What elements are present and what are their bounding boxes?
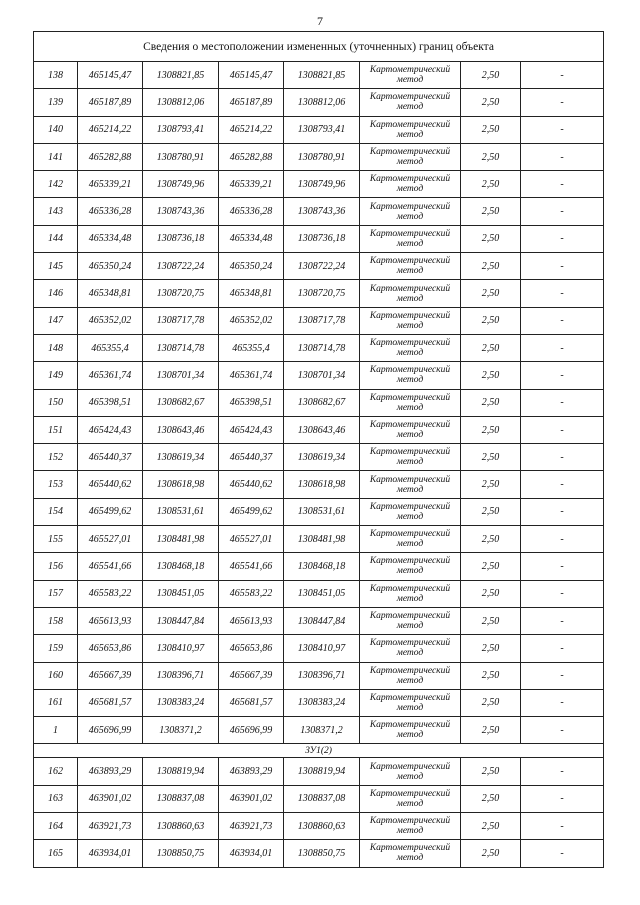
existing-x-cell: 465424,43 bbox=[78, 416, 143, 443]
note-cell: - bbox=[521, 471, 604, 498]
accuracy-cell: 2,50 bbox=[461, 62, 521, 89]
refined-y-cell: 1308793,41 bbox=[284, 116, 360, 143]
accuracy-cell: 2,50 bbox=[461, 389, 521, 416]
method-cell: Картометрический метод bbox=[360, 171, 461, 198]
refined-y-cell: 1308468,18 bbox=[284, 553, 360, 580]
existing-y-cell: 1308643,46 bbox=[143, 416, 219, 443]
refined-x-cell: 465398,51 bbox=[219, 389, 284, 416]
point-number-cell: 151 bbox=[34, 416, 78, 443]
table-row bbox=[34, 89, 604, 116]
refined-x-cell: 465352,02 bbox=[219, 307, 284, 334]
accuracy-cell: 2,50 bbox=[461, 116, 521, 143]
method-cell: Картометрический метод bbox=[360, 580, 461, 607]
method-cell: Картометрический метод bbox=[360, 143, 461, 170]
existing-x-cell: 465440,62 bbox=[78, 471, 143, 498]
point-number-cell: 145 bbox=[34, 253, 78, 280]
table-row bbox=[34, 717, 604, 744]
accuracy-cell: 2,50 bbox=[461, 253, 521, 280]
point-number-cell: 156 bbox=[34, 553, 78, 580]
refined-y-cell: 1308749,96 bbox=[284, 171, 360, 198]
existing-x-cell: 465653,86 bbox=[78, 635, 143, 662]
refined-x-cell: 465336,28 bbox=[219, 198, 284, 225]
refined-x-cell: 463901,02 bbox=[219, 785, 284, 812]
existing-x-cell: 465398,51 bbox=[78, 389, 143, 416]
table-row bbox=[34, 225, 604, 252]
boundary-coordinates-table bbox=[33, 31, 604, 868]
existing-x-cell: 465541,66 bbox=[78, 553, 143, 580]
refined-y-cell: 1308722,24 bbox=[284, 253, 360, 280]
table-row bbox=[34, 689, 604, 716]
method-cell: Картометрический метод bbox=[360, 334, 461, 361]
table-row bbox=[34, 758, 604, 785]
existing-y-cell: 1308793,41 bbox=[143, 116, 219, 143]
refined-y-cell: 1308812,06 bbox=[284, 89, 360, 116]
table-row bbox=[34, 553, 604, 580]
refined-y-cell: 1308736,18 bbox=[284, 225, 360, 252]
method-cell: Картометрический метод bbox=[360, 307, 461, 334]
note-cell: - bbox=[521, 171, 604, 198]
note-cell: - bbox=[521, 89, 604, 116]
method-cell: Картометрический метод bbox=[360, 635, 461, 662]
existing-y-cell: 1308780,91 bbox=[143, 143, 219, 170]
refined-x-cell: 463921,73 bbox=[219, 813, 284, 840]
refined-x-cell: 465527,01 bbox=[219, 526, 284, 553]
accuracy-cell: 2,50 bbox=[461, 689, 521, 716]
note-cell: - bbox=[521, 717, 604, 744]
refined-y-cell: 1308682,67 bbox=[284, 389, 360, 416]
existing-x-cell: 465187,89 bbox=[78, 89, 143, 116]
point-number-cell: 160 bbox=[34, 662, 78, 689]
existing-x-cell: 465613,93 bbox=[78, 607, 143, 634]
existing-x-cell: 463921,73 bbox=[78, 813, 143, 840]
existing-x-cell: 465527,01 bbox=[78, 526, 143, 553]
accuracy-cell: 2,50 bbox=[461, 280, 521, 307]
existing-x-cell: 465583,22 bbox=[78, 580, 143, 607]
accuracy-cell: 2,50 bbox=[461, 813, 521, 840]
table-row bbox=[34, 840, 604, 867]
existing-y-cell: 1308749,96 bbox=[143, 171, 219, 198]
refined-x-cell: 465696,99 bbox=[219, 717, 284, 744]
method-cell: Картометрический метод bbox=[360, 198, 461, 225]
method-cell: Картометрический метод bbox=[360, 689, 461, 716]
refined-x-cell: 465613,93 bbox=[219, 607, 284, 634]
refined-x-cell: 465440,37 bbox=[219, 444, 284, 471]
refined-y-cell: 1308720,75 bbox=[284, 280, 360, 307]
accuracy-cell: 2,50 bbox=[461, 171, 521, 198]
accuracy-cell: 2,50 bbox=[461, 471, 521, 498]
table-row bbox=[34, 580, 604, 607]
existing-y-cell: 1308837,08 bbox=[143, 785, 219, 812]
accuracy-cell: 2,50 bbox=[461, 607, 521, 634]
table-row bbox=[34, 498, 604, 525]
point-number-cell: 150 bbox=[34, 389, 78, 416]
accuracy-cell: 2,50 bbox=[461, 498, 521, 525]
existing-y-cell: 1308531,61 bbox=[143, 498, 219, 525]
point-number-cell: 1 bbox=[34, 717, 78, 744]
refined-x-cell: 465355,4 bbox=[219, 334, 284, 361]
existing-y-cell: 1308618,98 bbox=[143, 471, 219, 498]
point-number-cell: 158 bbox=[34, 607, 78, 634]
method-cell: Картометрический метод bbox=[360, 444, 461, 471]
accuracy-cell: 2,50 bbox=[461, 225, 521, 252]
method-cell: Картометрический метод bbox=[360, 280, 461, 307]
refined-x-cell: 465681,57 bbox=[219, 689, 284, 716]
note-cell: - bbox=[521, 580, 604, 607]
point-number-cell: 157 bbox=[34, 580, 78, 607]
refined-x-cell: 465653,86 bbox=[219, 635, 284, 662]
table-title-row bbox=[34, 32, 604, 62]
accuracy-cell: 2,50 bbox=[461, 553, 521, 580]
point-number-cell: 149 bbox=[34, 362, 78, 389]
refined-y-cell: 1308717,78 bbox=[284, 307, 360, 334]
existing-y-cell: 1308720,75 bbox=[143, 280, 219, 307]
point-number-cell: 161 bbox=[34, 689, 78, 716]
refined-x-cell: 465334,48 bbox=[219, 225, 284, 252]
method-cell: Картометрический метод bbox=[360, 389, 461, 416]
existing-y-cell: 1308682,67 bbox=[143, 389, 219, 416]
existing-x-cell: 465499,62 bbox=[78, 498, 143, 525]
note-cell: - bbox=[521, 307, 604, 334]
table-row bbox=[34, 416, 604, 443]
method-cell: Картометрический метод bbox=[360, 758, 461, 785]
method-cell: Картометрический метод bbox=[360, 471, 461, 498]
point-number-cell: 159 bbox=[34, 635, 78, 662]
point-number-cell: 155 bbox=[34, 526, 78, 553]
note-cell: - bbox=[521, 635, 604, 662]
point-number-cell: 140 bbox=[34, 116, 78, 143]
method-cell: Картометрический метод bbox=[360, 717, 461, 744]
existing-y-cell: 1308410,97 bbox=[143, 635, 219, 662]
refined-x-cell: 465667,39 bbox=[219, 662, 284, 689]
refined-y-cell: 1308371,2 bbox=[284, 717, 360, 744]
existing-x-cell: 465440,37 bbox=[78, 444, 143, 471]
accuracy-cell: 2,50 bbox=[461, 307, 521, 334]
existing-y-cell: 1308383,24 bbox=[143, 689, 219, 716]
table-title: Сведения о местоположении измененных (уточненных) границ объекта bbox=[34, 32, 604, 62]
table-row bbox=[34, 116, 604, 143]
accuracy-cell: 2,50 bbox=[461, 580, 521, 607]
refined-y-cell: 1308410,97 bbox=[284, 635, 360, 662]
method-cell: Картометрический метод bbox=[360, 116, 461, 143]
method-cell: Картометрический метод bbox=[360, 662, 461, 689]
refined-y-cell: 1308714,78 bbox=[284, 334, 360, 361]
note-cell: - bbox=[521, 840, 604, 867]
table-row bbox=[34, 171, 604, 198]
point-number-cell: 141 bbox=[34, 143, 78, 170]
note-cell: - bbox=[521, 416, 604, 443]
note-cell: - bbox=[521, 253, 604, 280]
refined-y-cell: 1308780,91 bbox=[284, 143, 360, 170]
table-row bbox=[34, 662, 604, 689]
method-cell: Картометрический метод bbox=[360, 62, 461, 89]
point-number-cell: 163 bbox=[34, 785, 78, 812]
table-row bbox=[34, 62, 604, 89]
note-cell: - bbox=[521, 662, 604, 689]
table-row bbox=[34, 471, 604, 498]
point-number-cell: 164 bbox=[34, 813, 78, 840]
note-cell: - bbox=[521, 143, 604, 170]
point-number-cell: 154 bbox=[34, 498, 78, 525]
accuracy-cell: 2,50 bbox=[461, 444, 521, 471]
note-cell: - bbox=[521, 389, 604, 416]
note-cell: - bbox=[521, 553, 604, 580]
note-cell: - bbox=[521, 813, 604, 840]
refined-x-cell: 465187,89 bbox=[219, 89, 284, 116]
note-cell: - bbox=[521, 607, 604, 634]
note-cell: - bbox=[521, 198, 604, 225]
table-row bbox=[34, 198, 604, 225]
method-cell: Картометрический метод bbox=[360, 225, 461, 252]
existing-x-cell: 463901,02 bbox=[78, 785, 143, 812]
note-cell: - bbox=[521, 758, 604, 785]
refined-y-cell: 1308837,08 bbox=[284, 785, 360, 812]
note-cell: - bbox=[521, 116, 604, 143]
point-number-cell: 143 bbox=[34, 198, 78, 225]
refined-x-cell: 465214,22 bbox=[219, 116, 284, 143]
existing-y-cell: 1308371,2 bbox=[143, 717, 219, 744]
table-row bbox=[34, 526, 604, 553]
method-cell: Картометрический метод bbox=[360, 785, 461, 812]
refined-y-cell: 1308819,94 bbox=[284, 758, 360, 785]
table-row bbox=[34, 334, 604, 361]
method-cell: Картометрический метод bbox=[360, 607, 461, 634]
refined-x-cell: 465541,66 bbox=[219, 553, 284, 580]
refined-y-cell: 1308860,63 bbox=[284, 813, 360, 840]
existing-y-cell: 1308714,78 bbox=[143, 334, 219, 361]
note-cell: - bbox=[521, 334, 604, 361]
refined-x-cell: 465348,81 bbox=[219, 280, 284, 307]
note-cell: - bbox=[521, 62, 604, 89]
point-number-cell: 148 bbox=[34, 334, 78, 361]
refined-y-cell: 1308451,05 bbox=[284, 580, 360, 607]
existing-x-cell: 465355,4 bbox=[78, 334, 143, 361]
method-cell: Картометрический метод bbox=[360, 362, 461, 389]
table-row bbox=[34, 785, 604, 812]
method-cell: Картометрический метод bbox=[360, 89, 461, 116]
note-cell: - bbox=[521, 498, 604, 525]
existing-y-cell: 1308821,85 bbox=[143, 62, 219, 89]
existing-x-cell: 463893,29 bbox=[78, 758, 143, 785]
existing-x-cell: 465282,88 bbox=[78, 143, 143, 170]
accuracy-cell: 2,50 bbox=[461, 662, 521, 689]
point-number-cell: 162 bbox=[34, 758, 78, 785]
note-cell: - bbox=[521, 526, 604, 553]
accuracy-cell: 2,50 bbox=[461, 89, 521, 116]
refined-x-cell: 465583,22 bbox=[219, 580, 284, 607]
refined-y-cell: 1308643,46 bbox=[284, 416, 360, 443]
method-cell: Картометрический метод bbox=[360, 498, 461, 525]
refined-y-cell: 1308531,61 bbox=[284, 498, 360, 525]
existing-y-cell: 1308481,98 bbox=[143, 526, 219, 553]
accuracy-cell: 2,50 bbox=[461, 526, 521, 553]
refined-y-cell: 1308701,34 bbox=[284, 362, 360, 389]
point-number-cell: 152 bbox=[34, 444, 78, 471]
existing-y-cell: 1308451,05 bbox=[143, 580, 219, 607]
accuracy-cell: 2,50 bbox=[461, 785, 521, 812]
table-row bbox=[34, 253, 604, 280]
point-number-cell: 138 bbox=[34, 62, 78, 89]
table-row bbox=[34, 362, 604, 389]
group-separator-row bbox=[34, 744, 604, 758]
accuracy-cell: 2,50 bbox=[461, 334, 521, 361]
existing-y-cell: 1308812,06 bbox=[143, 89, 219, 116]
point-number-cell: 147 bbox=[34, 307, 78, 334]
note-cell: - bbox=[521, 362, 604, 389]
existing-y-cell: 1308619,34 bbox=[143, 444, 219, 471]
refined-x-cell: 463893,29 bbox=[219, 758, 284, 785]
existing-y-cell: 1308860,63 bbox=[143, 813, 219, 840]
refined-x-cell: 465361,74 bbox=[219, 362, 284, 389]
method-cell: Картометрический метод bbox=[360, 253, 461, 280]
existing-y-cell: 1308736,18 bbox=[143, 225, 219, 252]
method-cell: Картометрический метод bbox=[360, 553, 461, 580]
existing-y-cell: 1308850,75 bbox=[143, 840, 219, 867]
refined-y-cell: 1308850,75 bbox=[284, 840, 360, 867]
table-row bbox=[34, 143, 604, 170]
refined-y-cell: 1308618,98 bbox=[284, 471, 360, 498]
existing-x-cell: 465696,99 bbox=[78, 717, 143, 744]
existing-y-cell: 1308722,24 bbox=[143, 253, 219, 280]
existing-x-cell: 465214,22 bbox=[78, 116, 143, 143]
existing-y-cell: 1308701,34 bbox=[143, 362, 219, 389]
accuracy-cell: 2,50 bbox=[461, 362, 521, 389]
refined-y-cell: 1308619,34 bbox=[284, 444, 360, 471]
table-row bbox=[34, 280, 604, 307]
accuracy-cell: 2,50 bbox=[461, 840, 521, 867]
point-number-cell: 139 bbox=[34, 89, 78, 116]
existing-x-cell: 465352,02 bbox=[78, 307, 143, 334]
accuracy-cell: 2,50 bbox=[461, 635, 521, 662]
existing-y-cell: 1308717,78 bbox=[143, 307, 219, 334]
table-row bbox=[34, 307, 604, 334]
method-cell: Картометрический метод bbox=[360, 416, 461, 443]
table-row bbox=[34, 635, 604, 662]
accuracy-cell: 2,50 bbox=[461, 198, 521, 225]
page-number: 7 bbox=[317, 14, 323, 28]
existing-y-cell: 1308819,94 bbox=[143, 758, 219, 785]
existing-y-cell: 1308396,71 bbox=[143, 662, 219, 689]
existing-y-cell: 1308447,84 bbox=[143, 607, 219, 634]
existing-x-cell: 465361,74 bbox=[78, 362, 143, 389]
existing-x-cell: 465334,48 bbox=[78, 225, 143, 252]
point-number-cell: 142 bbox=[34, 171, 78, 198]
table-row bbox=[34, 607, 604, 634]
note-cell: - bbox=[521, 785, 604, 812]
refined-x-cell: 465339,21 bbox=[219, 171, 284, 198]
method-cell: Картометрический метод bbox=[360, 526, 461, 553]
refined-y-cell: 1308447,84 bbox=[284, 607, 360, 634]
point-number-cell: 165 bbox=[34, 840, 78, 867]
refined-x-cell: 465350,24 bbox=[219, 253, 284, 280]
accuracy-cell: 2,50 bbox=[461, 416, 521, 443]
accuracy-cell: 2,50 bbox=[461, 717, 521, 744]
refined-x-cell: 465440,62 bbox=[219, 471, 284, 498]
existing-y-cell: 1308468,18 bbox=[143, 553, 219, 580]
table-row bbox=[34, 389, 604, 416]
method-cell: Картометрический метод bbox=[360, 813, 461, 840]
existing-x-cell: 465350,24 bbox=[78, 253, 143, 280]
existing-x-cell: 465681,57 bbox=[78, 689, 143, 716]
note-cell: - bbox=[521, 225, 604, 252]
refined-x-cell: 465424,43 bbox=[219, 416, 284, 443]
accuracy-cell: 2,50 bbox=[461, 758, 521, 785]
existing-x-cell: 465348,81 bbox=[78, 280, 143, 307]
accuracy-cell: 2,50 bbox=[461, 143, 521, 170]
note-cell: - bbox=[521, 280, 604, 307]
note-cell: - bbox=[521, 689, 604, 716]
point-number-cell: 144 bbox=[34, 225, 78, 252]
existing-x-cell: 465339,21 bbox=[78, 171, 143, 198]
refined-y-cell: 1308383,24 bbox=[284, 689, 360, 716]
existing-x-cell: 465145,47 bbox=[78, 62, 143, 89]
existing-x-cell: 463934,01 bbox=[78, 840, 143, 867]
method-cell: Картометрический метод bbox=[360, 840, 461, 867]
existing-x-cell: 465667,39 bbox=[78, 662, 143, 689]
note-cell: - bbox=[521, 444, 604, 471]
refined-x-cell: 465499,62 bbox=[219, 498, 284, 525]
group-label: ЗУ1(2) bbox=[34, 744, 604, 758]
point-number-cell: 146 bbox=[34, 280, 78, 307]
refined-y-cell: 1308396,71 bbox=[284, 662, 360, 689]
refined-x-cell: 465145,47 bbox=[219, 62, 284, 89]
table-row bbox=[34, 444, 604, 471]
table-row bbox=[34, 813, 604, 840]
existing-x-cell: 465336,28 bbox=[78, 198, 143, 225]
refined-y-cell: 1308743,36 bbox=[284, 198, 360, 225]
existing-y-cell: 1308743,36 bbox=[143, 198, 219, 225]
refined-x-cell: 463934,01 bbox=[219, 840, 284, 867]
refined-y-cell: 1308821,85 bbox=[284, 62, 360, 89]
refined-y-cell: 1308481,98 bbox=[284, 526, 360, 553]
point-number-cell: 153 bbox=[34, 471, 78, 498]
refined-x-cell: 465282,88 bbox=[219, 143, 284, 170]
